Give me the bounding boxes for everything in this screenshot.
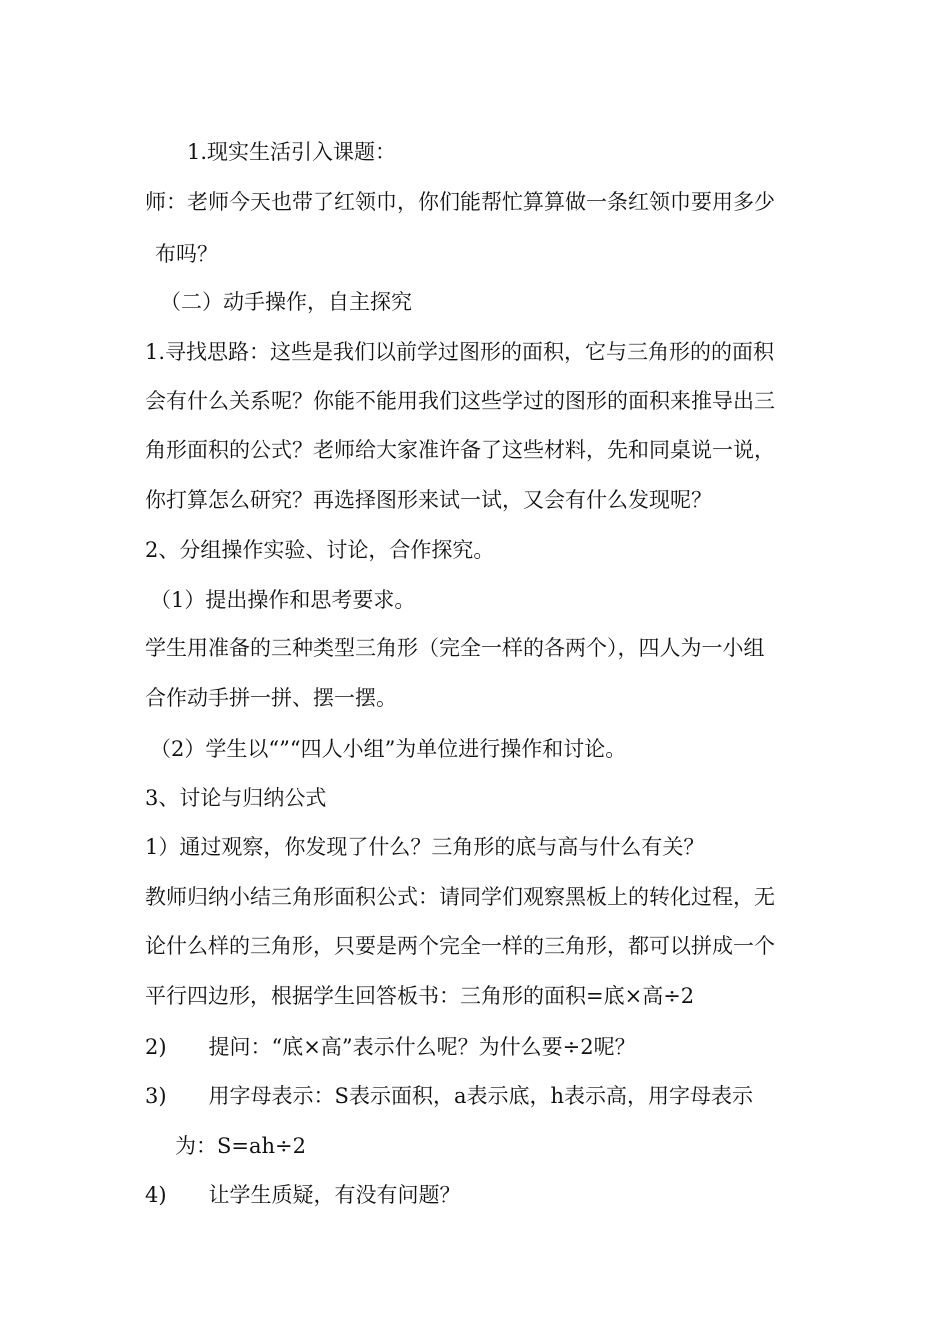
text-line-8: 你打算怎么研究？再选择图形来试一试，又会有什么发现呢？ (145, 488, 712, 512)
text-line-12: 合作动手拼一拼、摆一摆。 (145, 686, 397, 710)
text-line-1: 1.现实生活引入课题： (187, 140, 397, 164)
text-line-20: 3) 用字母表示：S表示面积，a表示底，h表示高，用字母表示 (145, 1084, 753, 1108)
text-line-16: 教师归纳小结三角形面积公式：请同学们观察黑板上的转化过程，无 (145, 885, 775, 909)
text-line-2: 师：老师今天也带了红领巾，你们能帮忙算算做一条红领巾要用多少 (145, 190, 775, 214)
text-line-14: 3、讨论与归纳公式 (145, 786, 327, 810)
text-line-13: （2）学生以“”“四人小组”为单位进行操作和讨论。 (150, 737, 627, 761)
text-line-4: （二）动手操作，自主探究 (160, 290, 412, 314)
text-line-10: （1）提出操作和思考要求。 (150, 588, 416, 612)
text-line-9: 2、分组操作实验、讨论，合作探究。 (145, 538, 495, 562)
text-line-21: 为：S=ah÷2 (175, 1134, 306, 1158)
text-line-22: 4) 让学生质疑，有没有问题？ (145, 1183, 461, 1207)
text-line-18: 平行四边形，根据学生回答板书：三角形的面积=底×高÷2 (145, 984, 695, 1008)
text-line-7: 角形面积的公式？老师给大家准许备了这些材料，先和同桌说一说， (145, 438, 775, 462)
text-line-6: 会有什么关系呢？你能不能用我们这些学过的图形的面积来推导出三 (145, 389, 775, 413)
text-line-5: 1.寻找思路：这些是我们以前学过图形的面积，它与三角形的的面积 (145, 340, 775, 364)
text-line-11: 学生用准备的三种类型三角形（完全一样的各两个），四人为一小组 (145, 636, 765, 660)
text-line-19: 2) 提问：“底×高”表示什么呢？为什么要÷2呢？ (145, 1035, 636, 1059)
text-line-15: 1）通过观察，你发现了什么？三角形的底与高与什么有关？ (145, 835, 705, 859)
text-line-3: 布吗？ (155, 242, 218, 266)
text-line-17: 论什么样的三角形，只要是两个完全一样的三角形，都可以拼成一个 (145, 934, 775, 958)
